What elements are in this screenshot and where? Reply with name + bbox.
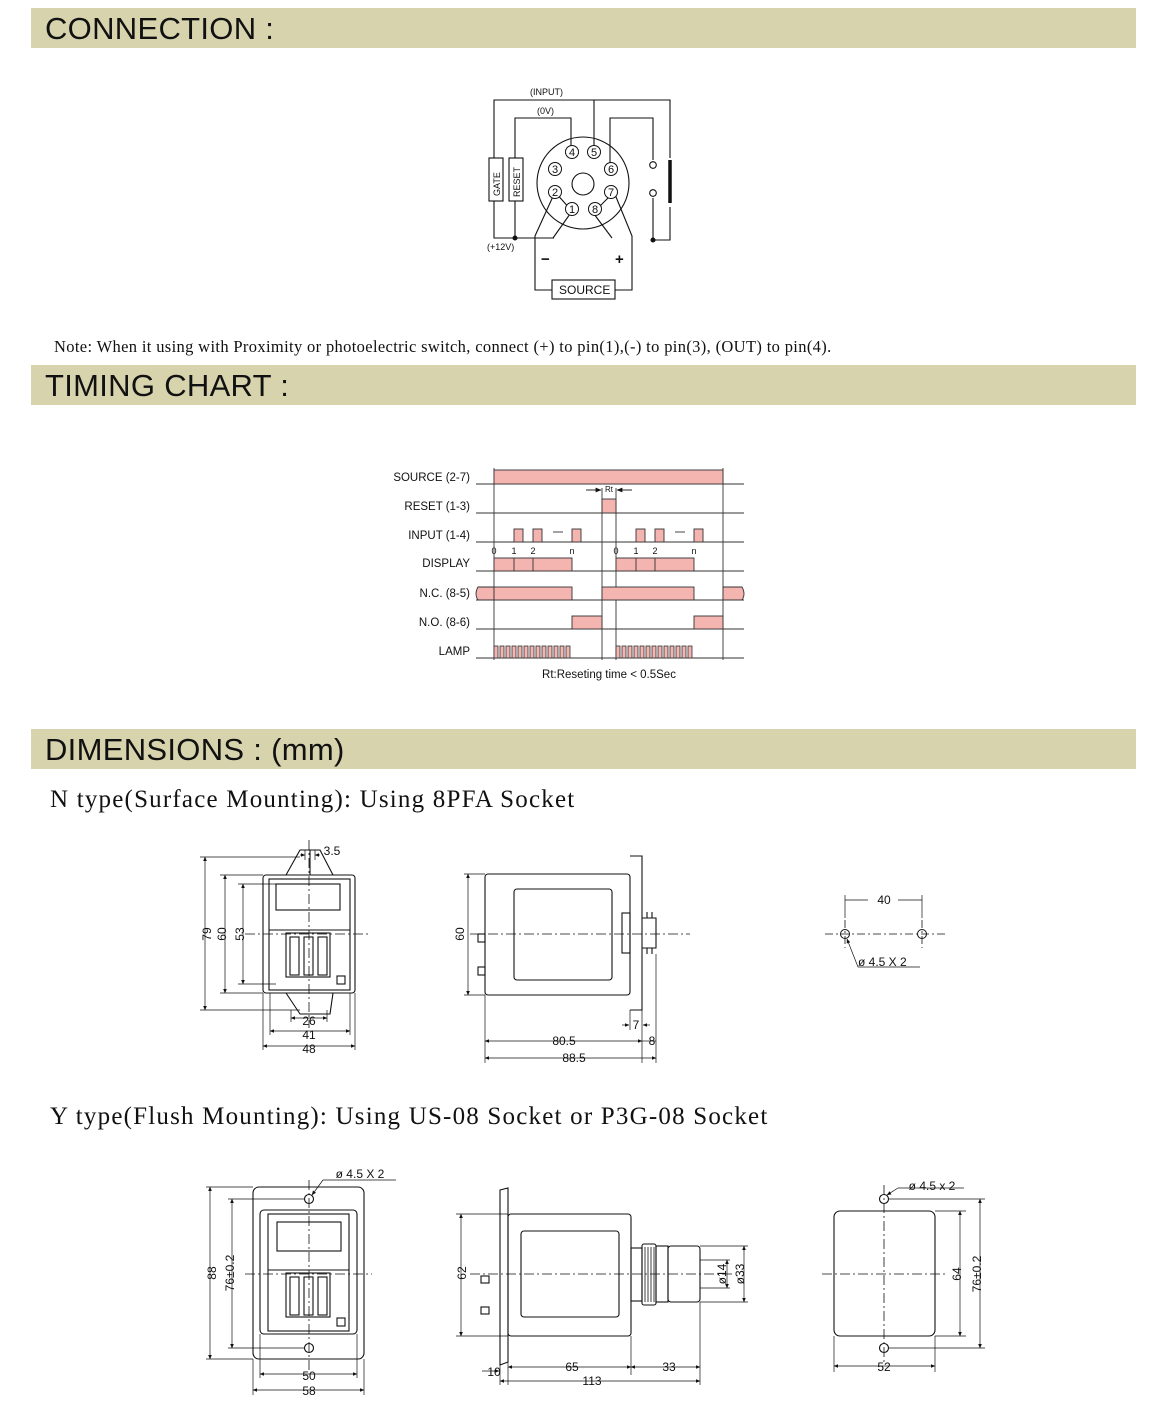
signal-label-lamp: LAMP (438, 646, 470, 658)
svg-text:n: n (569, 546, 575, 556)
n-type-side-view (464, 856, 690, 1063)
svg-text:65: 65 (565, 1360, 579, 1374)
lamp-pulse (506, 646, 510, 658)
svg-text:2: 2 (551, 187, 559, 199)
lamp-pulse (494, 646, 498, 658)
section-title: DIMENSIONS : (mm) (45, 732, 345, 767)
svg-text:76±0.2: 76±0.2 (223, 1254, 237, 1292)
y-type-title: Y type(Flush Mounting): Using US-08 Socket or P3G-08 Socket (50, 1103, 769, 1130)
svg-text:64: 64 (950, 1267, 964, 1281)
svg-text:60: 60 (453, 927, 467, 941)
svg-text:7: 7 (607, 187, 615, 199)
pin-1 (566, 203, 579, 217)
svg-text:0: 0 (491, 546, 497, 556)
svg-text:1: 1 (568, 204, 576, 216)
source-label: SOURCE (559, 283, 611, 297)
lamp-pulse (518, 646, 522, 658)
svg-text:2: 2 (652, 546, 658, 556)
lamp-pulse (530, 646, 534, 658)
lamp-pulse (676, 646, 680, 658)
svg-text:6: 6 (607, 164, 615, 176)
socket-pins (549, 146, 618, 217)
svg-text:2: 2 (530, 546, 536, 556)
lamp-pulse (622, 646, 626, 658)
lamp-pulse (560, 646, 564, 658)
svg-text:ø 4.5 X 2: ø 4.5 X 2 (335, 1167, 385, 1181)
lamp-pulse (524, 646, 528, 658)
pin-3 (549, 163, 562, 177)
signal-label-display: DISPLAY (422, 558, 470, 570)
section-title: TIMING CHART : (45, 368, 290, 403)
lamp-pulse (646, 646, 650, 658)
svg-text:ø33: ø33 (733, 1263, 747, 1285)
svg-text:113: 113 (582, 1374, 602, 1388)
svg-text:8: 8 (648, 1034, 656, 1048)
zero-v-label: (0V) (537, 106, 555, 116)
lamp-pulse (658, 646, 662, 658)
svg-text:40: 40 (877, 893, 891, 907)
section-title: CONNECTION : (45, 11, 275, 46)
lamp-pulse (500, 646, 504, 658)
input-label: (INPUT) (530, 87, 563, 97)
signal-label-no: N.O. (8-6) (418, 617, 470, 629)
y-type-side-view (456, 1188, 748, 1385)
svg-text:1: 1 (511, 546, 517, 556)
pin-2 (549, 186, 562, 200)
pin-7 (605, 186, 618, 200)
lamp-pulse (548, 646, 552, 658)
svg-text:88.5: 88.5 (562, 1051, 586, 1065)
signal-label-source: SOURCE (2-7) (393, 472, 470, 484)
timing-caption: Rt:Reseting time < 0.5Sec (542, 669, 676, 681)
plus-label: + (615, 251, 624, 268)
svg-text:26: 26 (302, 1014, 316, 1028)
lamp-pulse (536, 646, 540, 658)
svg-text:3: 3 (551, 164, 559, 176)
svg-text:n: n (691, 546, 697, 556)
signal-label-reset: RESET (1-3) (404, 501, 470, 513)
svg-text:3.5: 3.5 (323, 844, 341, 858)
lamp-pulse (616, 646, 620, 658)
svg-text:53: 53 (233, 927, 247, 941)
rt-label: Rt (605, 485, 613, 494)
pin-5 (588, 146, 601, 160)
lamp-pulses (494, 646, 692, 658)
n-type-front-view (200, 840, 368, 1050)
signal-label-input: INPUT (1-4) (408, 530, 470, 542)
svg-text:41: 41 (302, 1028, 316, 1042)
svg-text:4: 4 (568, 147, 576, 159)
lamp-pulse (512, 646, 516, 658)
svg-text:60: 60 (215, 927, 229, 941)
svg-text:62: 62 (455, 1266, 469, 1280)
svg-text:79: 79 (200, 927, 214, 941)
svg-text:0: 0 (613, 546, 619, 556)
lamp-pulse (670, 646, 674, 658)
minus-label: − (541, 251, 550, 268)
timing-chart (393, 468, 744, 681)
lamp-pulse (640, 646, 644, 658)
pin-6 (605, 163, 618, 177)
svg-text:8: 8 (591, 204, 599, 216)
lamp-pulse (634, 646, 638, 658)
lamp-pulse (688, 646, 692, 658)
svg-text:50: 50 (302, 1369, 316, 1383)
pin-4 (566, 146, 579, 160)
svg-text:5: 5 (590, 147, 598, 159)
svg-text:88: 88 (205, 1266, 219, 1280)
svg-text:10: 10 (487, 1365, 501, 1379)
svg-text:7: 7 (632, 1018, 640, 1032)
socket-base (537, 137, 629, 229)
svg-text:ø 4.5 x 2: ø 4.5 x 2 (908, 1179, 956, 1193)
svg-text:76±0.2: 76±0.2 (970, 1255, 984, 1293)
gate-label: GATE (492, 172, 502, 196)
svg-text:ø14: ø14 (715, 1263, 729, 1285)
svg-text:80.5: 80.5 (552, 1034, 576, 1048)
n-type-title: N type(Surface Mounting): Using 8PFA Socket (50, 786, 576, 813)
lamp-pulse (554, 646, 558, 658)
reset-label: RESET (512, 166, 522, 197)
svg-text:ø 4.5 X 2: ø 4.5 X 2 (858, 955, 907, 969)
connection-note: Note: When it using with Proximity or photoelectric switch, connect (+) to pin(1),(-) to pin(3), (OUT) to pin(4). (54, 337, 832, 356)
lamp-pulse (664, 646, 668, 658)
lamp-pulse (628, 646, 632, 658)
connection-diagram (489, 100, 670, 299)
svg-text:58: 58 (302, 1384, 316, 1398)
lamp-pulse (652, 646, 656, 658)
svg-text:48: 48 (302, 1042, 316, 1056)
lamp-pulse (566, 646, 570, 658)
svg-text:1: 1 (633, 546, 639, 556)
socket-key (572, 173, 594, 195)
svg-text:52: 52 (877, 1360, 891, 1374)
lamp-pulse (682, 646, 686, 658)
pin-8 (589, 203, 602, 217)
svg-text:33: 33 (662, 1360, 676, 1374)
lamp-pulse (542, 646, 546, 658)
signal-label-nc: N.C. (8-5) (419, 588, 470, 600)
plus12-label: (+12V) (487, 242, 515, 252)
